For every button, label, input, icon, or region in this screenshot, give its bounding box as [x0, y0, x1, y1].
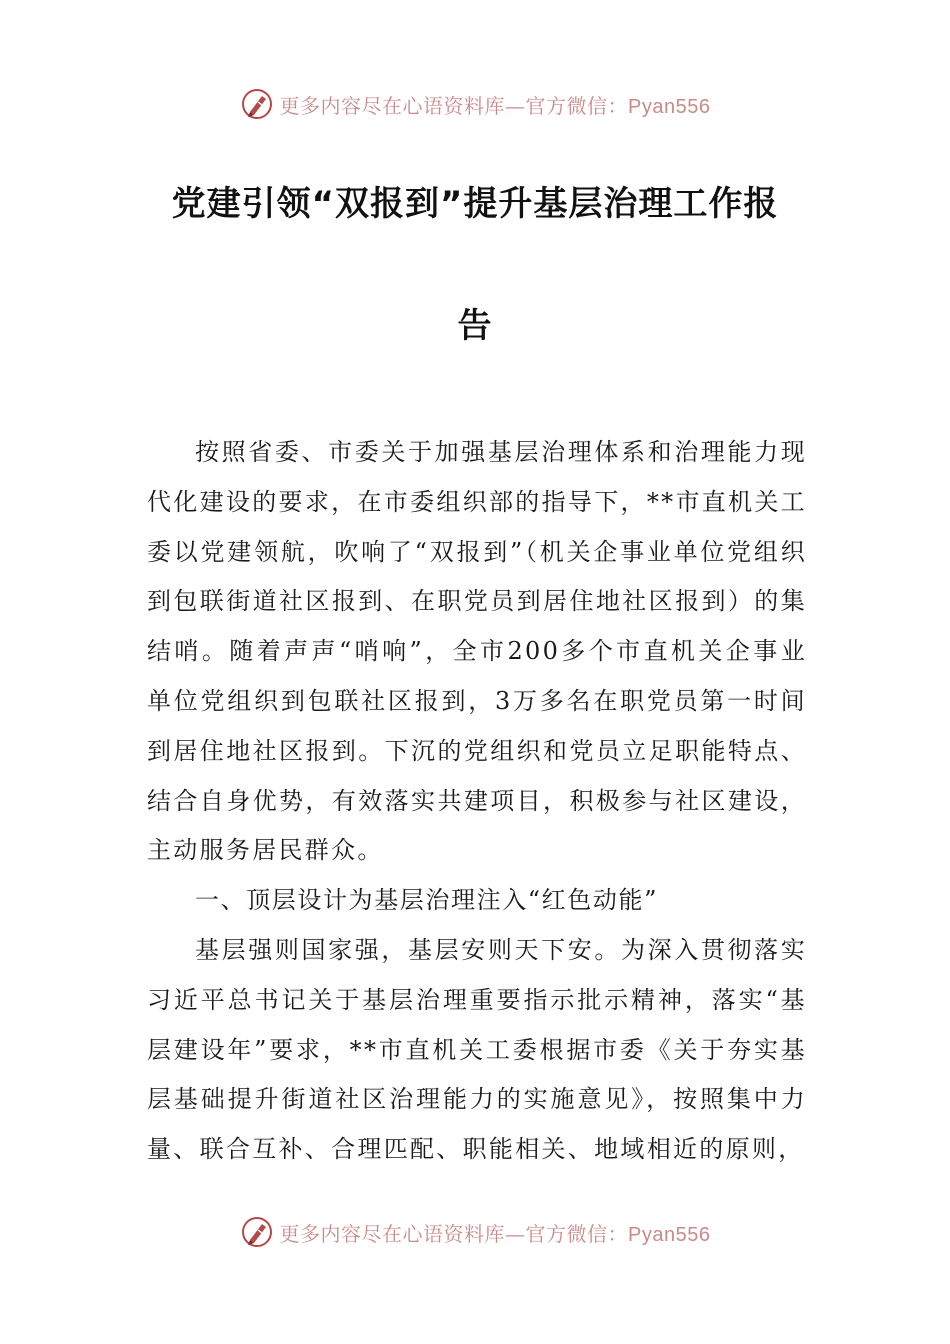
watermark-text: 更多内容尽在心语资料库—官方微信：Pyan556 — [279, 93, 711, 118]
pen-nib-logo-icon — [240, 1215, 274, 1249]
document-title-line-2: 告 — [457, 306, 493, 346]
watermark-text: 更多内容尽在心语资料库—官方微信：Pyan556 — [279, 1221, 711, 1246]
paragraph-intro: 按照省委、市委关于加强基层治理体系和治理能力现代化建设的要求，在市委组织部的指导下，**市直机关工委以党建领航，吹响了“双报到”（机关企事业单位党组织到包联街道社区报到、在职党员到居住地社区报到）的集结哨。随着声声“哨响”，全市200多个市直机关企事业单位党组织到包联社区报到，3万多名在职党员第一时间到居住地社区报到。下沉的党组织和党员立足职能特点、结合自身优势，有效落实共建项目，积极参与社区建设，主动服务居民群众。 — [147, 438, 807, 865]
paragraph-section-1: 基层强则国家强，基层安则天下安。为深入贯彻落实习近平总书记关于基层治理重要指示批示精神，落实“基层建设年”要求，**市直机关工委根据市委《关于夯实基层基础提升街道社区治理能力的实施意见》，按照集中力量、联合互补、合理匹配、职能相关、地域相近的原则， — [147, 935, 807, 1164]
document-title-line-1: 党建引领“双报到”提升基层治理工作报 — [171, 184, 779, 224]
wechat-id: Pyan556 — [628, 1223, 711, 1246]
section-heading-1: 一、顶层设计为基层治理注入“红色动能” — [195, 886, 658, 915]
watermark-banner-top — [0, 84, 950, 124]
document-body — [147, 428, 807, 1175]
watermark-banner-bottom — [0, 1212, 950, 1252]
wechat-id: Pyan556 — [628, 95, 711, 118]
pen-nib-logo-icon — [240, 87, 274, 121]
